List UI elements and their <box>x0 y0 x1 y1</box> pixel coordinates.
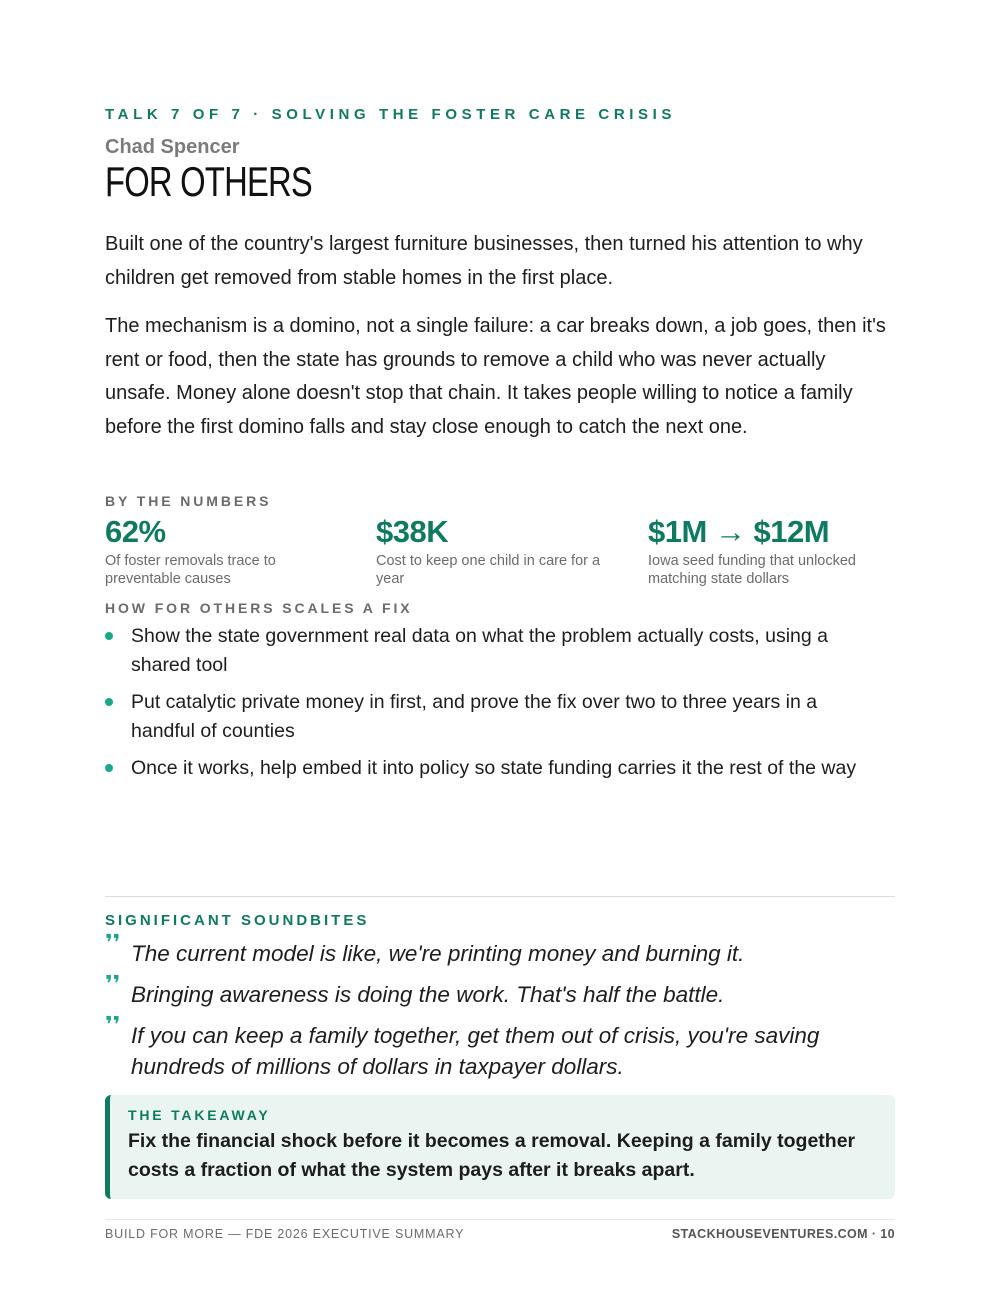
bullet-dot-icon <box>105 764 113 772</box>
takeaway-label: THE TAKEAWAY <box>128 1107 271 1123</box>
quote-mark-icon: ❜❜ <box>105 1012 121 1037</box>
bullet-dot-icon <box>105 698 113 706</box>
numbers-section-label: BY THE NUMBERS <box>105 493 272 509</box>
soundbite-text: Bringing awareness is doing the work. That's half the battle. <box>131 982 725 1007</box>
list-item <box>105 622 881 679</box>
speaker-name: Chad Spencer <box>105 136 240 158</box>
list-item-text: Put catalytic private money in first, and prove the fix over two to three years in a handful of counties <box>131 691 818 742</box>
takeaway-callout <box>105 1095 895 1199</box>
quote-mark-icon: ❜❜ <box>105 971 121 996</box>
soundbite-item <box>105 971 891 1010</box>
talk-eyebrow: TALK 7 OF 7 · SOLVING THE FOSTER CARE CRISIS <box>105 106 677 123</box>
stat-removals <box>105 512 355 588</box>
section-divider <box>105 896 895 897</box>
stat-description: Cost to keep one child in care for a year <box>376 553 601 587</box>
footer-doc-title: BUILD FOR MORE — FDE 2026 EXECUTIVE SUMMARY <box>105 1227 465 1241</box>
stat-funding <box>648 512 898 588</box>
soundbite-item <box>105 1012 891 1082</box>
stat-value: $1M → $12M <box>648 514 830 549</box>
list-item <box>105 688 881 745</box>
takeaway-text: Fix the financial shock before it becomes a removal. Keeping a family together costs a fraction of what the system pays after it breaks apart. <box>128 1130 856 1181</box>
stat-cost <box>376 512 626 588</box>
soundbite-text: If you can keep a family together, get them out of crisis, you're saving hundreds of millions of dollars in taxpayer dollars. <box>131 1023 820 1079</box>
page-title: FOR OTHERS <box>105 158 312 205</box>
footer-divider <box>105 1219 895 1220</box>
bullet-dot-icon <box>105 632 113 640</box>
fix-section-label: HOW FOR OTHERS SCALES A FIX <box>105 600 413 616</box>
stat-description: Of foster removals trace to preventable causes <box>105 553 276 587</box>
mechanism-paragraph: The mechanism is a domino, not a single failure: a car breaks down, a job goes, then it's rent or food, then the state has grounds to remove a child who was never actually unsafe. Money alone doesn't stop that chain. It takes people willing to notice a family before the first domino falls and stay close enough to catch the next one. <box>105 315 886 438</box>
stat-description: Iowa seed funding that unlocked matching state dollars <box>648 553 856 587</box>
stat-value: 62% <box>105 514 166 549</box>
list-item <box>105 754 881 783</box>
fix-list <box>105 622 895 792</box>
intro-paragraph: Built one of the country's largest furniture businesses, then turned his attention to why children get removed from stable homes in the first place. <box>105 233 863 289</box>
soundbite-item <box>105 930 891 969</box>
soundbites-list <box>105 930 895 1092</box>
list-item-text: Once it works, help embed it into policy so state funding carries it the rest of the way <box>131 757 857 779</box>
quote-mark-icon: ❜❜ <box>105 930 121 955</box>
list-item-text: Show the state government real data on what the problem actually costs, using a shared tool <box>131 625 828 676</box>
stat-value: $38K <box>376 514 449 549</box>
stats-row <box>105 512 895 592</box>
soundbites-section-label: SIGNIFICANT SOUNDBITES <box>105 912 370 929</box>
footer-page-number: STACKHOUSEVENTURES.COM · 10 <box>671 1227 895 1241</box>
soundbite-text: The current model is like, we're printing money and burning it. <box>131 941 745 966</box>
